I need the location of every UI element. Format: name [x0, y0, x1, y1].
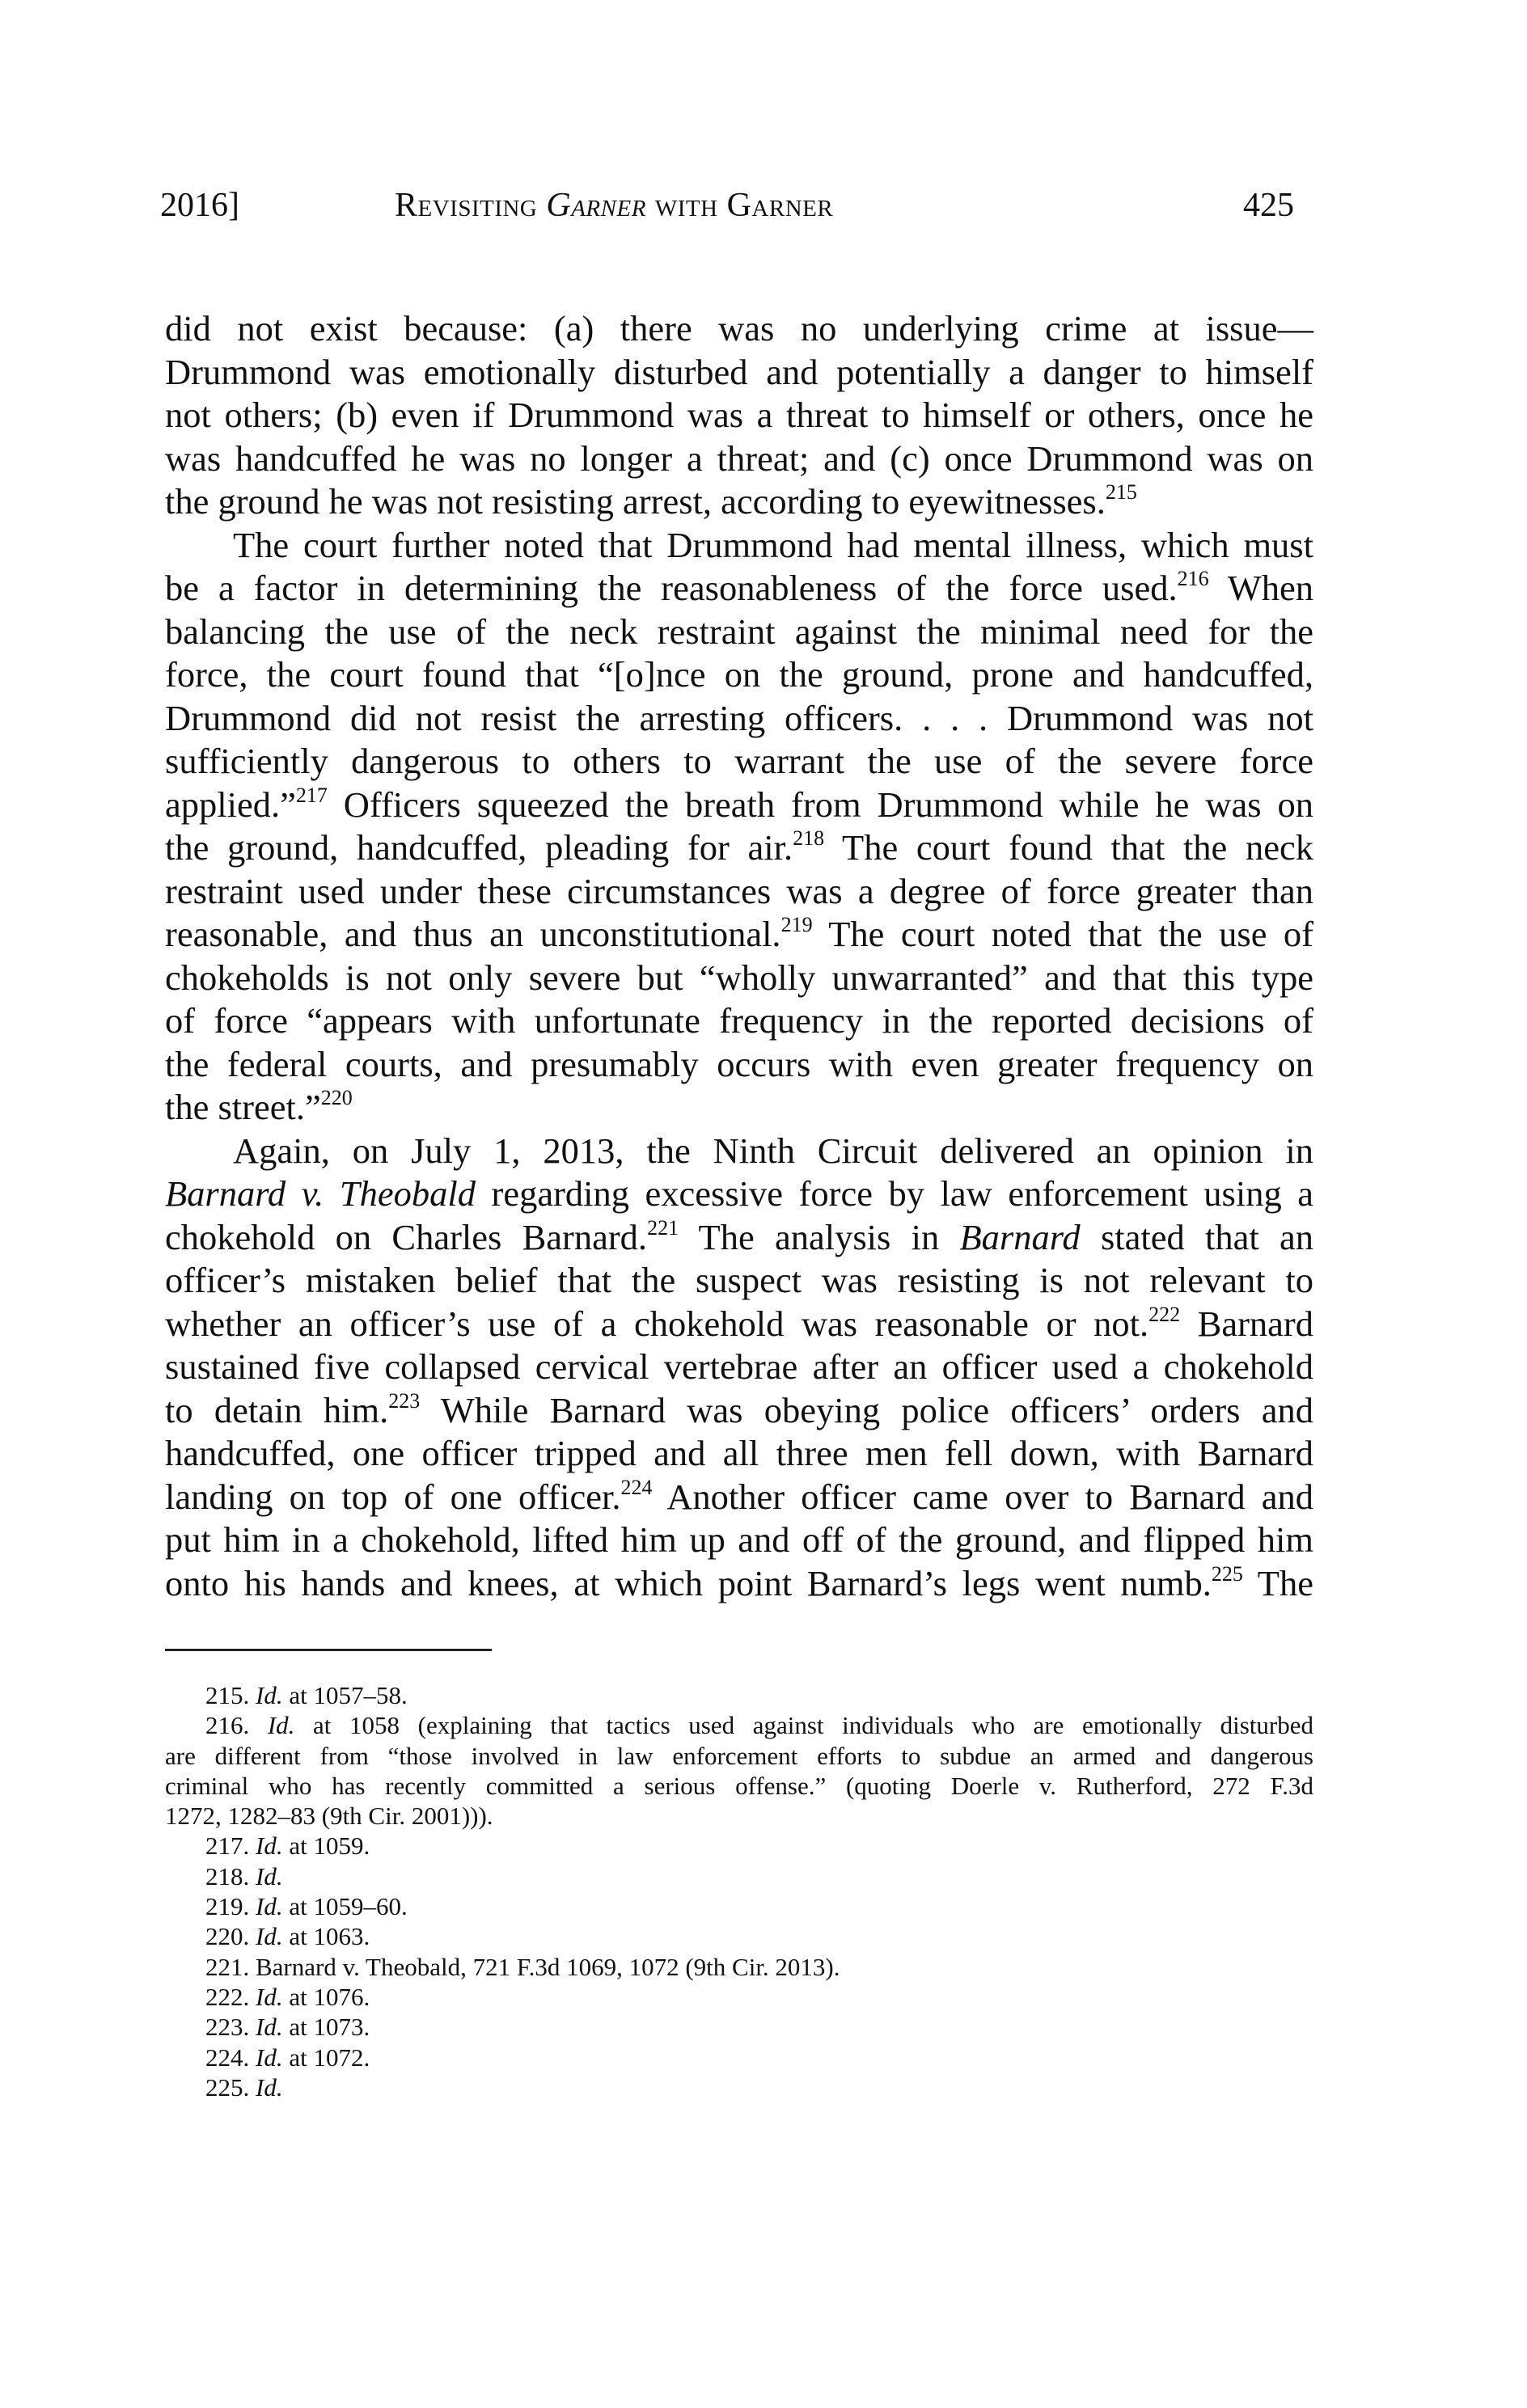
text-line: sufficiently dangerous to others to warrant the use of the severe force	[165, 741, 1313, 781]
footnote-number: 219.	[205, 1892, 256, 1921]
case-name: Barnard	[959, 1216, 1081, 1257]
text-segment: Another officer came over to Barnard and	[652, 1476, 1313, 1517]
text-segment: the ground, handcuffed, pleading for air.	[165, 827, 793, 868]
text-line: The court further noted that Drummond had mental illness, which must	[233, 524, 1313, 565]
footnote-219	[165, 1891, 1313, 1921]
text-line: not others; (b) even if Drummond was a threat to himself or others, once he	[165, 395, 1313, 435]
text-line: was handcuffed he was no longer a threat; and (c) once Drummond was on	[165, 437, 1313, 479]
footnote-ref-216: 216	[1177, 567, 1209, 590]
text-segment: While Barnard was obeying police officers’ orders and	[420, 1389, 1313, 1430]
footnote-number: 215.	[205, 1681, 256, 1709]
text-line	[165, 1216, 1313, 1260]
footnote-ref-223: 223	[388, 1388, 421, 1413]
footnote-number: 224.	[205, 2043, 256, 2072]
text-segment: the street.”	[165, 1087, 321, 1127]
footnote-217	[165, 1831, 1313, 1861]
footnote-ref-220: 220	[320, 1086, 353, 1109]
footnote-number: 223.	[205, 2013, 256, 2042]
header-title-pre: Revisiting	[395, 187, 547, 224]
id-citation: Id.	[256, 1861, 283, 1890]
text-segment: The court noted that the use of	[812, 914, 1313, 954]
text-segment: whether an officer’s use of a chokehold was reasonable or not.	[165, 1303, 1149, 1344]
footnote-number: 225.	[205, 2072, 256, 2102]
footnote-215	[165, 1680, 1313, 1710]
text-segment: the ground he was not resisting arrest, according to eyewitnesses.	[165, 481, 1106, 522]
text-segment: chokehold on Charles Barnard.	[165, 1216, 648, 1257]
footnote-ref-224: 224	[620, 1475, 653, 1499]
footnote-number: 222.	[205, 1982, 256, 2011]
footnote-divider	[165, 1649, 492, 1651]
footnotes	[165, 1680, 1313, 2102]
text-segment: The	[1242, 1562, 1313, 1603]
id-citation: Id.	[256, 1922, 283, 1951]
footnote-text: at 1072.	[282, 2043, 370, 2072]
footnote-text: at 1059.	[282, 1831, 370, 1861]
footnote-225	[165, 2072, 1313, 2102]
footnote-number: 218.	[205, 1861, 256, 1890]
id-citation: Id.	[267, 1711, 295, 1740]
id-citation: Id.	[256, 1831, 283, 1861]
footnote-216	[165, 1710, 1313, 1831]
text-segment: onto his hands and knees, at which point Barnard’s legs went numb.	[165, 1562, 1212, 1603]
footnote-text: at 1073.	[282, 2013, 370, 2042]
footnote-text: at 1076.	[282, 1982, 370, 2011]
text-line: chokeholds is not only severe but “wholly unwarranted” and that this type	[165, 957, 1313, 998]
footnote-221	[165, 1952, 1313, 1982]
text-segment: be a factor in determining the reasonableness of the force used.	[165, 568, 1178, 608]
footnote-text: at 1063.	[282, 1922, 370, 1951]
footnote-222	[165, 1982, 1313, 2012]
text-segment: landing on top of one officer.	[165, 1476, 621, 1517]
header-title	[395, 183, 833, 228]
text-line	[165, 1303, 1313, 1346]
footnote-ref-221: 221	[647, 1215, 679, 1240]
text-line: sustained five collapsed cervical vertebrae after an officer used a chokehold	[165, 1346, 1313, 1387]
text-line	[165, 1172, 1313, 1216]
text-line	[165, 913, 1313, 957]
running-header	[160, 183, 1309, 231]
text-segment: stated that an	[1080, 1216, 1314, 1257]
text-line	[165, 826, 1313, 870]
text-line	[165, 1562, 1313, 1606]
text-segment: The court found that the neck	[824, 827, 1313, 868]
text-segment: Officers squeezed the breath from Drummond while he was on	[327, 784, 1313, 825]
id-citation: Id.	[256, 2013, 283, 2042]
footnote-ref-222: 222	[1148, 1302, 1181, 1326]
text-line: handcuffed, one officer tripped and all three men fell down, with Barnard	[165, 1433, 1313, 1473]
text-line: Drummond did not resist the arresting officers. . . . Drummond was not	[165, 697, 1313, 738]
id-citation: Id.	[256, 1892, 283, 1921]
footnote-ref-225: 225	[1211, 1561, 1243, 1586]
text-line: restraint used under these circumstances was a degree of force greater than	[165, 870, 1313, 911]
text-segment: The analysis in	[679, 1216, 960, 1257]
text-segment: regarding excessive force by law enforcement using a	[475, 1173, 1314, 1214]
header-title-garner: Garner	[546, 187, 646, 224]
footnote-text: Barnard v. Theobald, 721 F.3d 1069, 1072 (9th Cir. 2013).	[256, 1952, 840, 1981]
paragraph-1	[165, 307, 1313, 524]
text-segment: Barnard	[1180, 1303, 1313, 1344]
paragraph-3	[165, 1130, 1313, 1606]
header-title-post: with Garner	[645, 187, 834, 224]
text-line: of force “appears with unfortunate frequency in the reported decisions of	[165, 1000, 1313, 1041]
text-line: force, the court found that “[o]nce on the ground, prone and handcuffed,	[165, 654, 1313, 695]
text-line: balancing the use of the neck restraint against the minimal need for the	[165, 610, 1313, 652]
footnote-text: at 1058 (explaining that tactics used against individuals who are emotionally disturbed	[294, 1711, 1313, 1740]
text-line	[165, 1389, 1313, 1433]
text-segment: to detain him.	[165, 1389, 389, 1430]
footnote-ref-218: 218	[793, 826, 825, 850]
text-line	[165, 480, 1313, 524]
text-segment: reasonable, and thus an unconstitutional.	[165, 914, 781, 954]
footnote-ref-219: 219	[780, 913, 813, 936]
footnote-number: 217.	[205, 1831, 256, 1861]
text-line: Again, on July 1, 2013, the Ninth Circuit delivered an opinion in	[233, 1130, 1313, 1171]
footnote-224	[165, 2043, 1313, 2072]
footnote-number: 220.	[205, 1922, 256, 1951]
text-line: officer’s mistaken belief that the suspect was resisting is not relevant to	[165, 1260, 1313, 1300]
footnote-line: are different from “those involved in law enforcement efforts to subdue an armed and dangerous	[165, 1741, 1313, 1770]
footnote-223	[165, 2012, 1313, 2042]
footnote-text: at 1057–58.	[282, 1681, 408, 1709]
id-citation: Id.	[256, 2072, 283, 2102]
footnote-line	[165, 1710, 1313, 1740]
footnote-text: at 1059–60.	[282, 1892, 408, 1921]
footnote-number: 221.	[205, 1952, 256, 1981]
id-citation: Id.	[256, 1982, 283, 2011]
id-citation: Id.	[256, 1681, 283, 1709]
footnote-number: 216.	[205, 1711, 268, 1740]
id-citation: Id.	[256, 2043, 283, 2072]
text-line: the federal courts, and presumably occurs with even greater frequency on	[165, 1043, 1313, 1084]
header-year: 2016]	[160, 187, 239, 224]
footnote-line: criminal who has recently committed a serious offense.” (quoting Doerle v. Rutherford, 272 F.3d	[165, 1771, 1313, 1800]
text-line: did not exist because: (a) there was no underlying crime at issue—	[165, 308, 1313, 349]
text-line	[165, 1086, 1313, 1130]
footnote-220	[165, 1921, 1313, 1951]
text-segment: applied.”	[165, 784, 296, 825]
footnote-ref-217: 217	[295, 783, 328, 807]
case-name: Barnard v. Theobald	[165, 1173, 476, 1214]
footnote-218	[165, 1861, 1313, 1891]
page-number: 425	[1243, 187, 1294, 224]
footnote-ref-215: 215	[1105, 480, 1137, 504]
body-text	[165, 307, 1313, 1605]
paragraph-2	[165, 524, 1313, 1130]
text-line	[165, 1476, 1313, 1519]
text-line	[165, 567, 1313, 610]
text-line: put him in a chokehold, lifted him up and off of the ground, and flipped him	[165, 1519, 1313, 1560]
text-segment: When	[1208, 568, 1313, 608]
text-line: Drummond was emotionally disturbed and potentially a danger to himself	[165, 351, 1313, 392]
text-line	[165, 784, 1313, 827]
footnote-line: 1272, 1282–83 (9th Cir. 2001))).	[165, 1802, 493, 1831]
